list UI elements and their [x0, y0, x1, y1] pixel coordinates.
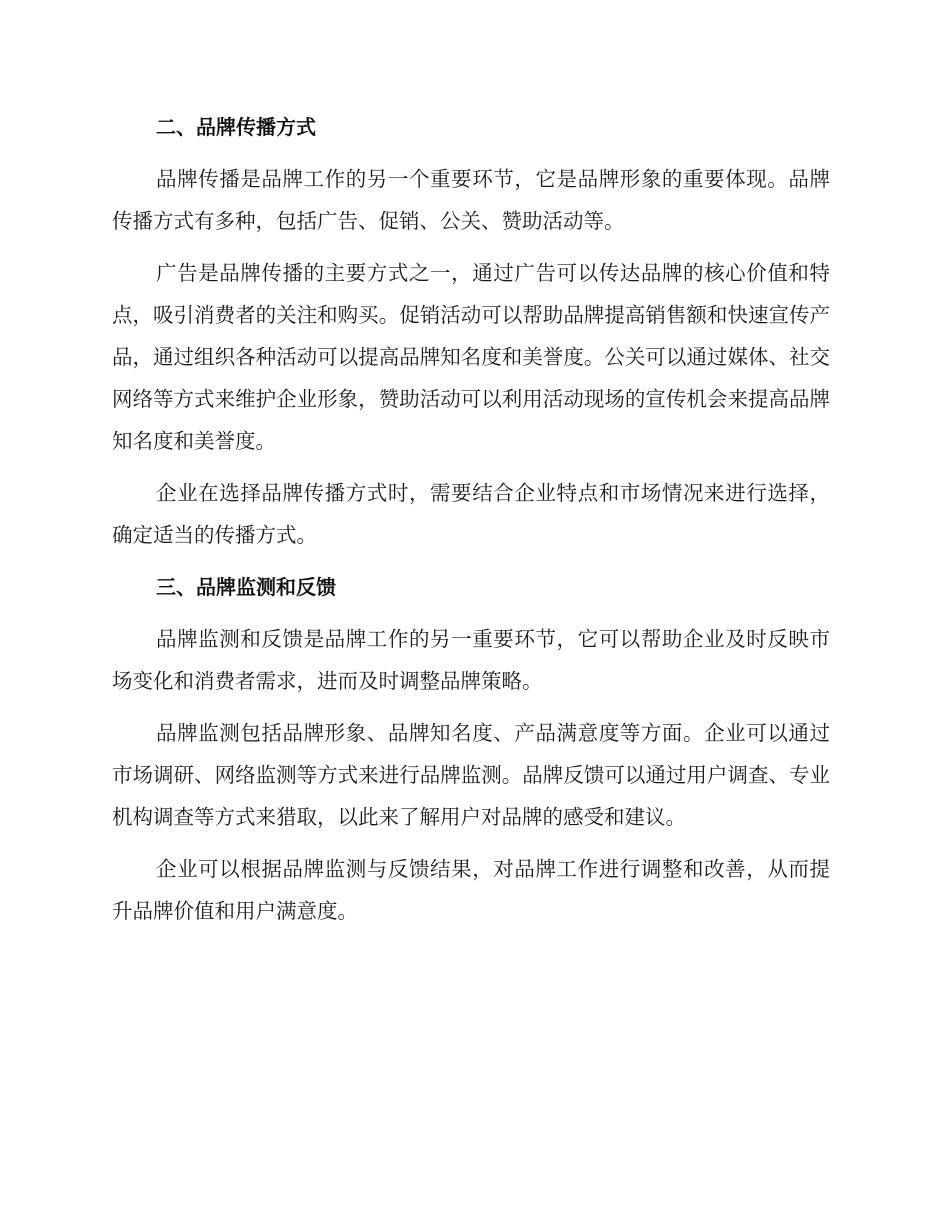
paragraph: 品牌监测包括品牌形象、品牌知名度、产品满意度等方面。企业可以通过市场调研、网络监测等方式来进行品牌监测。品牌反馈可以通过用户调查、专业机构调查等方式来猎取，以此来了解用户对品牌的感受和建议。 [112, 721, 830, 829]
paragraph: 品牌监测和反馈是品牌工作的另一重要环节，它可以帮助企业及时反映市场变化和消费者需求，进而及时调整品牌策略。 [112, 627, 830, 693]
paragraph: 广告是品牌传播的主要方式之一，通过广告可以传达品牌的核心价值和特点，吸引消费者的关注和购买。促销活动可以帮助品牌提高销售额和快速宣传产品，通过组织各种活动可以提高品牌知名度和美誉度。公关可以通过媒体、社交网络等方式来维护企业形象，赞助活动可以利用活动现场的宣传机会来提高品牌知名度和美誉度。 [112, 261, 830, 453]
section-brand-monitoring [112, 566, 830, 932]
paragraph: 企业可以根据品牌监测与反馈结果，对品牌工作进行调整和改善，从而提升品牌价值和用户满意度。 [112, 857, 830, 923]
section-heading: 三、品牌监测和反馈 [156, 575, 336, 599]
section-heading: 二、品牌传播方式 [156, 115, 316, 139]
section-brand-communication [112, 106, 830, 556]
paragraph: 企业在选择品牌传播方式时，需要结合企业特点和市场情况来进行选择，确定适当的传播方式。 [112, 481, 830, 547]
paragraph: 品牌传播是品牌工作的另一个重要环节，它是品牌形象的重要体现。品牌传播方式有多种，包括广告、促销、公关、赞助活动等。 [112, 167, 830, 233]
document-page [112, 106, 830, 942]
